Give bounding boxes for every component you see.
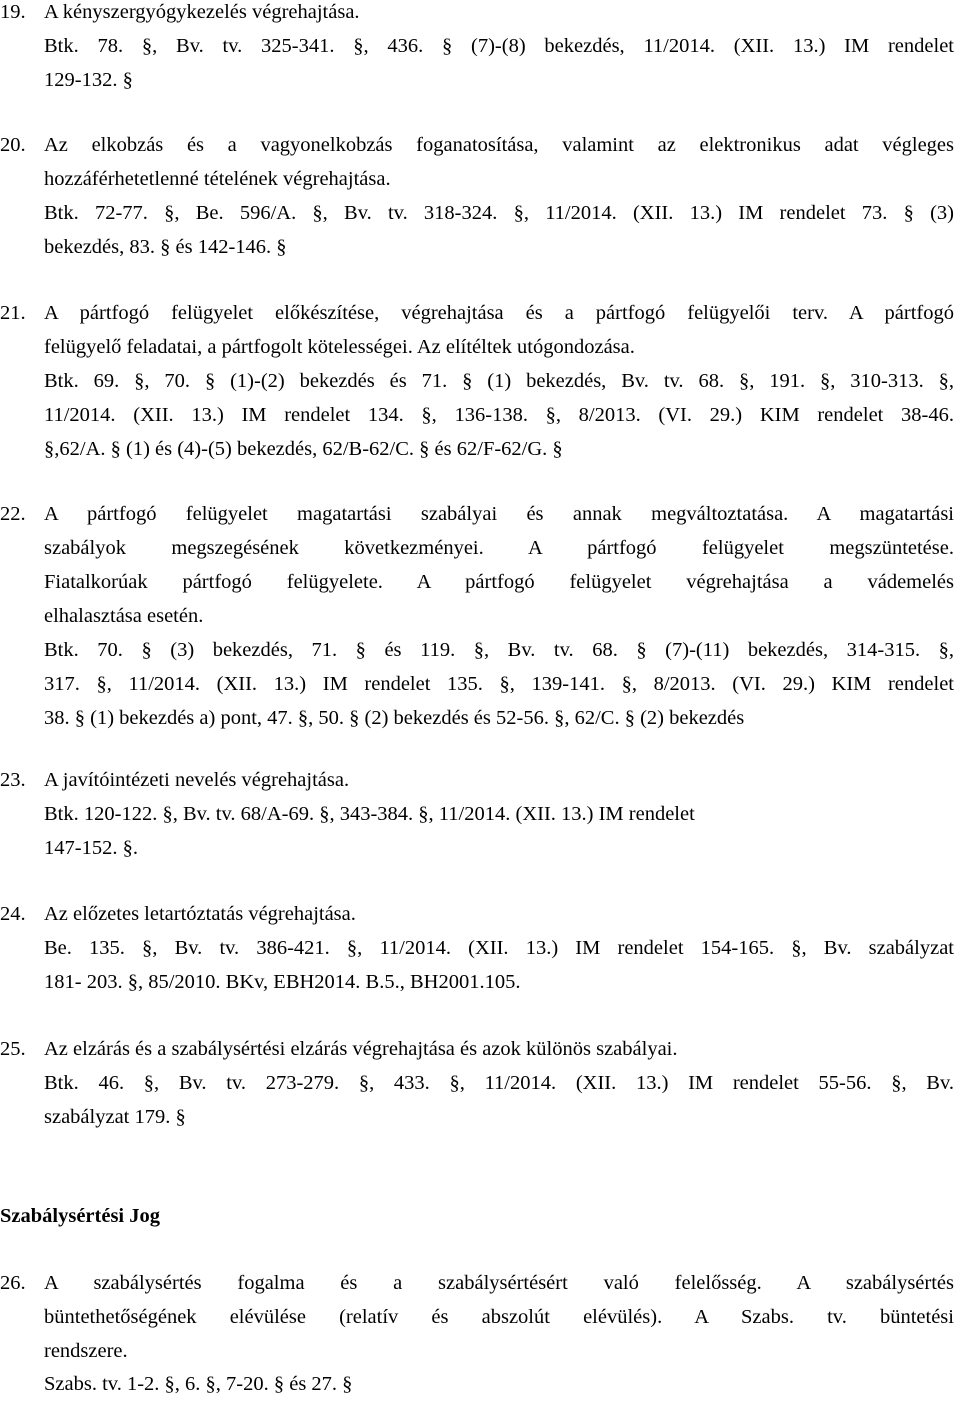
- item-title: A pártfogó felügyelet magatartási szabályai és annak megváltoztatása. A magatartási: [44, 503, 954, 525]
- item-text-line: 317. §, 11/2014. (XII. 13.) IM rendelet 135. §, 139-141. §, 8/2013. (VI. 29.) KIM rendelet: [44, 673, 954, 695]
- item-text-line: rendszere.: [44, 1340, 128, 1362]
- item-title: Az elzárás és a szabálysértési elzárás végrehajtása és azok különös szabályai.: [44, 1038, 678, 1060]
- item-title: A javítóintézeti nevelés végrehajtása.: [44, 769, 350, 791]
- item-number: 19.: [0, 1, 26, 23]
- item-number: 22.: [0, 503, 26, 525]
- item-number: 25.: [0, 1038, 26, 1060]
- section-heading: Szabálysértési Jog: [0, 1205, 160, 1227]
- item-text-line: hozzáférhetetlenné tételének végrehajtása.: [44, 168, 391, 190]
- item-text-line: 11/2014. (XII. 13.) IM rendelet 134. §, 136-138. §, 8/2013. (VI. 29.) KIM rendelet 38-46.: [44, 404, 954, 426]
- item-text-line: felügyelő feladatai, a pártfogolt kötelességei. Az elítéltek utógondozása.: [44, 336, 635, 358]
- item-number: 24.: [0, 903, 26, 925]
- item-text-line: 38. § (1) bekezdés a) pont, 47. §, 50. § (2) bekezdés és 52-56. §, 62/C. § (2) bekezdés: [44, 707, 745, 729]
- item-text-line: Szabs. tv. 1-2. §, 6. §, 7-20. § és 27. §: [44, 1373, 353, 1395]
- item-title: A pártfogó felügyelet előkészítése, végrehajtása és a pártfogó felügyelői terv. A pártfogó: [44, 302, 954, 324]
- item-text-line: Btk. 46. §, Bv. tv. 273-279. §, 433. §, 11/2014. (XII. 13.) IM rendelet 55-56. §, Bv.: [44, 1072, 954, 1094]
- item-title: Az elkobzás és a vagyonelkobzás foganatosítása, valamint az elektronikus adat végleges: [44, 134, 954, 156]
- item-text-line: Btk. 78. §, Bv. tv. 325-341. §, 436. § (7)-(8) bekezdés, 11/2014. (XII. 13.) IM rendelet: [44, 35, 954, 57]
- item-text-line: 129-132. §: [44, 69, 133, 91]
- item-text-line: elhalasztása esetén.: [44, 605, 204, 627]
- item-number: 23.: [0, 769, 26, 791]
- item-text-line: büntethetőségének elévülése (relatív és abszolút elévülés). A Szabs. tv. büntetési: [44, 1306, 954, 1328]
- item-title: Az előzetes letartóztatás végrehajtása.: [44, 903, 356, 925]
- item-text-line: Btk. 120-122. §, Bv. tv. 68/A-69. §, 343-384. §, 11/2014. (XII. 13.) IM rendelet: [44, 803, 695, 825]
- item-text-line: Fiatalkorúak pártfogó felügyelete. A pártfogó felügyelet végrehajtása a vádemelés: [44, 571, 954, 593]
- item-text-line: 181- 203. §, 85/2010. BKv, EBH2014. B.5., BH2001.105.: [44, 971, 521, 993]
- item-text-line: Btk. 69. §, 70. § (1)-(2) bekezdés és 71. § (1) bekezdés, Bv. tv. 68. §, 191. §, 310-313. §,: [44, 370, 954, 392]
- item-number: 21.: [0, 302, 26, 324]
- item-number: 20.: [0, 134, 26, 156]
- item-title: A kényszergyógykezelés végrehajtása.: [44, 1, 360, 23]
- item-text-line: Btk. 70. § (3) bekezdés, 71. § és 119. §, Bv. tv. 68. § (7)-(11) bekezdés, 314-315. §,: [44, 639, 954, 661]
- item-text-line: 147-152. §.: [44, 837, 138, 859]
- item-text-line: Btk. 72-77. §, Be. 596/A. §, Bv. tv. 318-324. §, 11/2014. (XII. 13.) IM rendelet 73. § (3): [44, 202, 954, 224]
- item-text-line: bekezdés, 83. § és 142-146. §: [44, 236, 287, 258]
- item-number: 26.: [0, 1272, 26, 1294]
- item-title: A szabálysértés fogalma és a szabálysértésért való felelősség. A szabálysértés: [44, 1272, 954, 1294]
- item-text-line: szabályok megszegésének következményei. A pártfogó felügyelet megszüntetése.: [44, 537, 954, 559]
- item-text-line: §,62/A. § (1) és (4)-(5) bekezdés, 62/B-62/C. § és 62/F-62/G. §: [44, 438, 563, 460]
- item-text-line: szabályzat 179. §: [44, 1106, 186, 1128]
- item-text-line: Be. 135. §, Bv. tv. 386-421. §, 11/2014. (XII. 13.) IM rendelet 154-165. §, Bv. szabályzat: [44, 937, 954, 959]
